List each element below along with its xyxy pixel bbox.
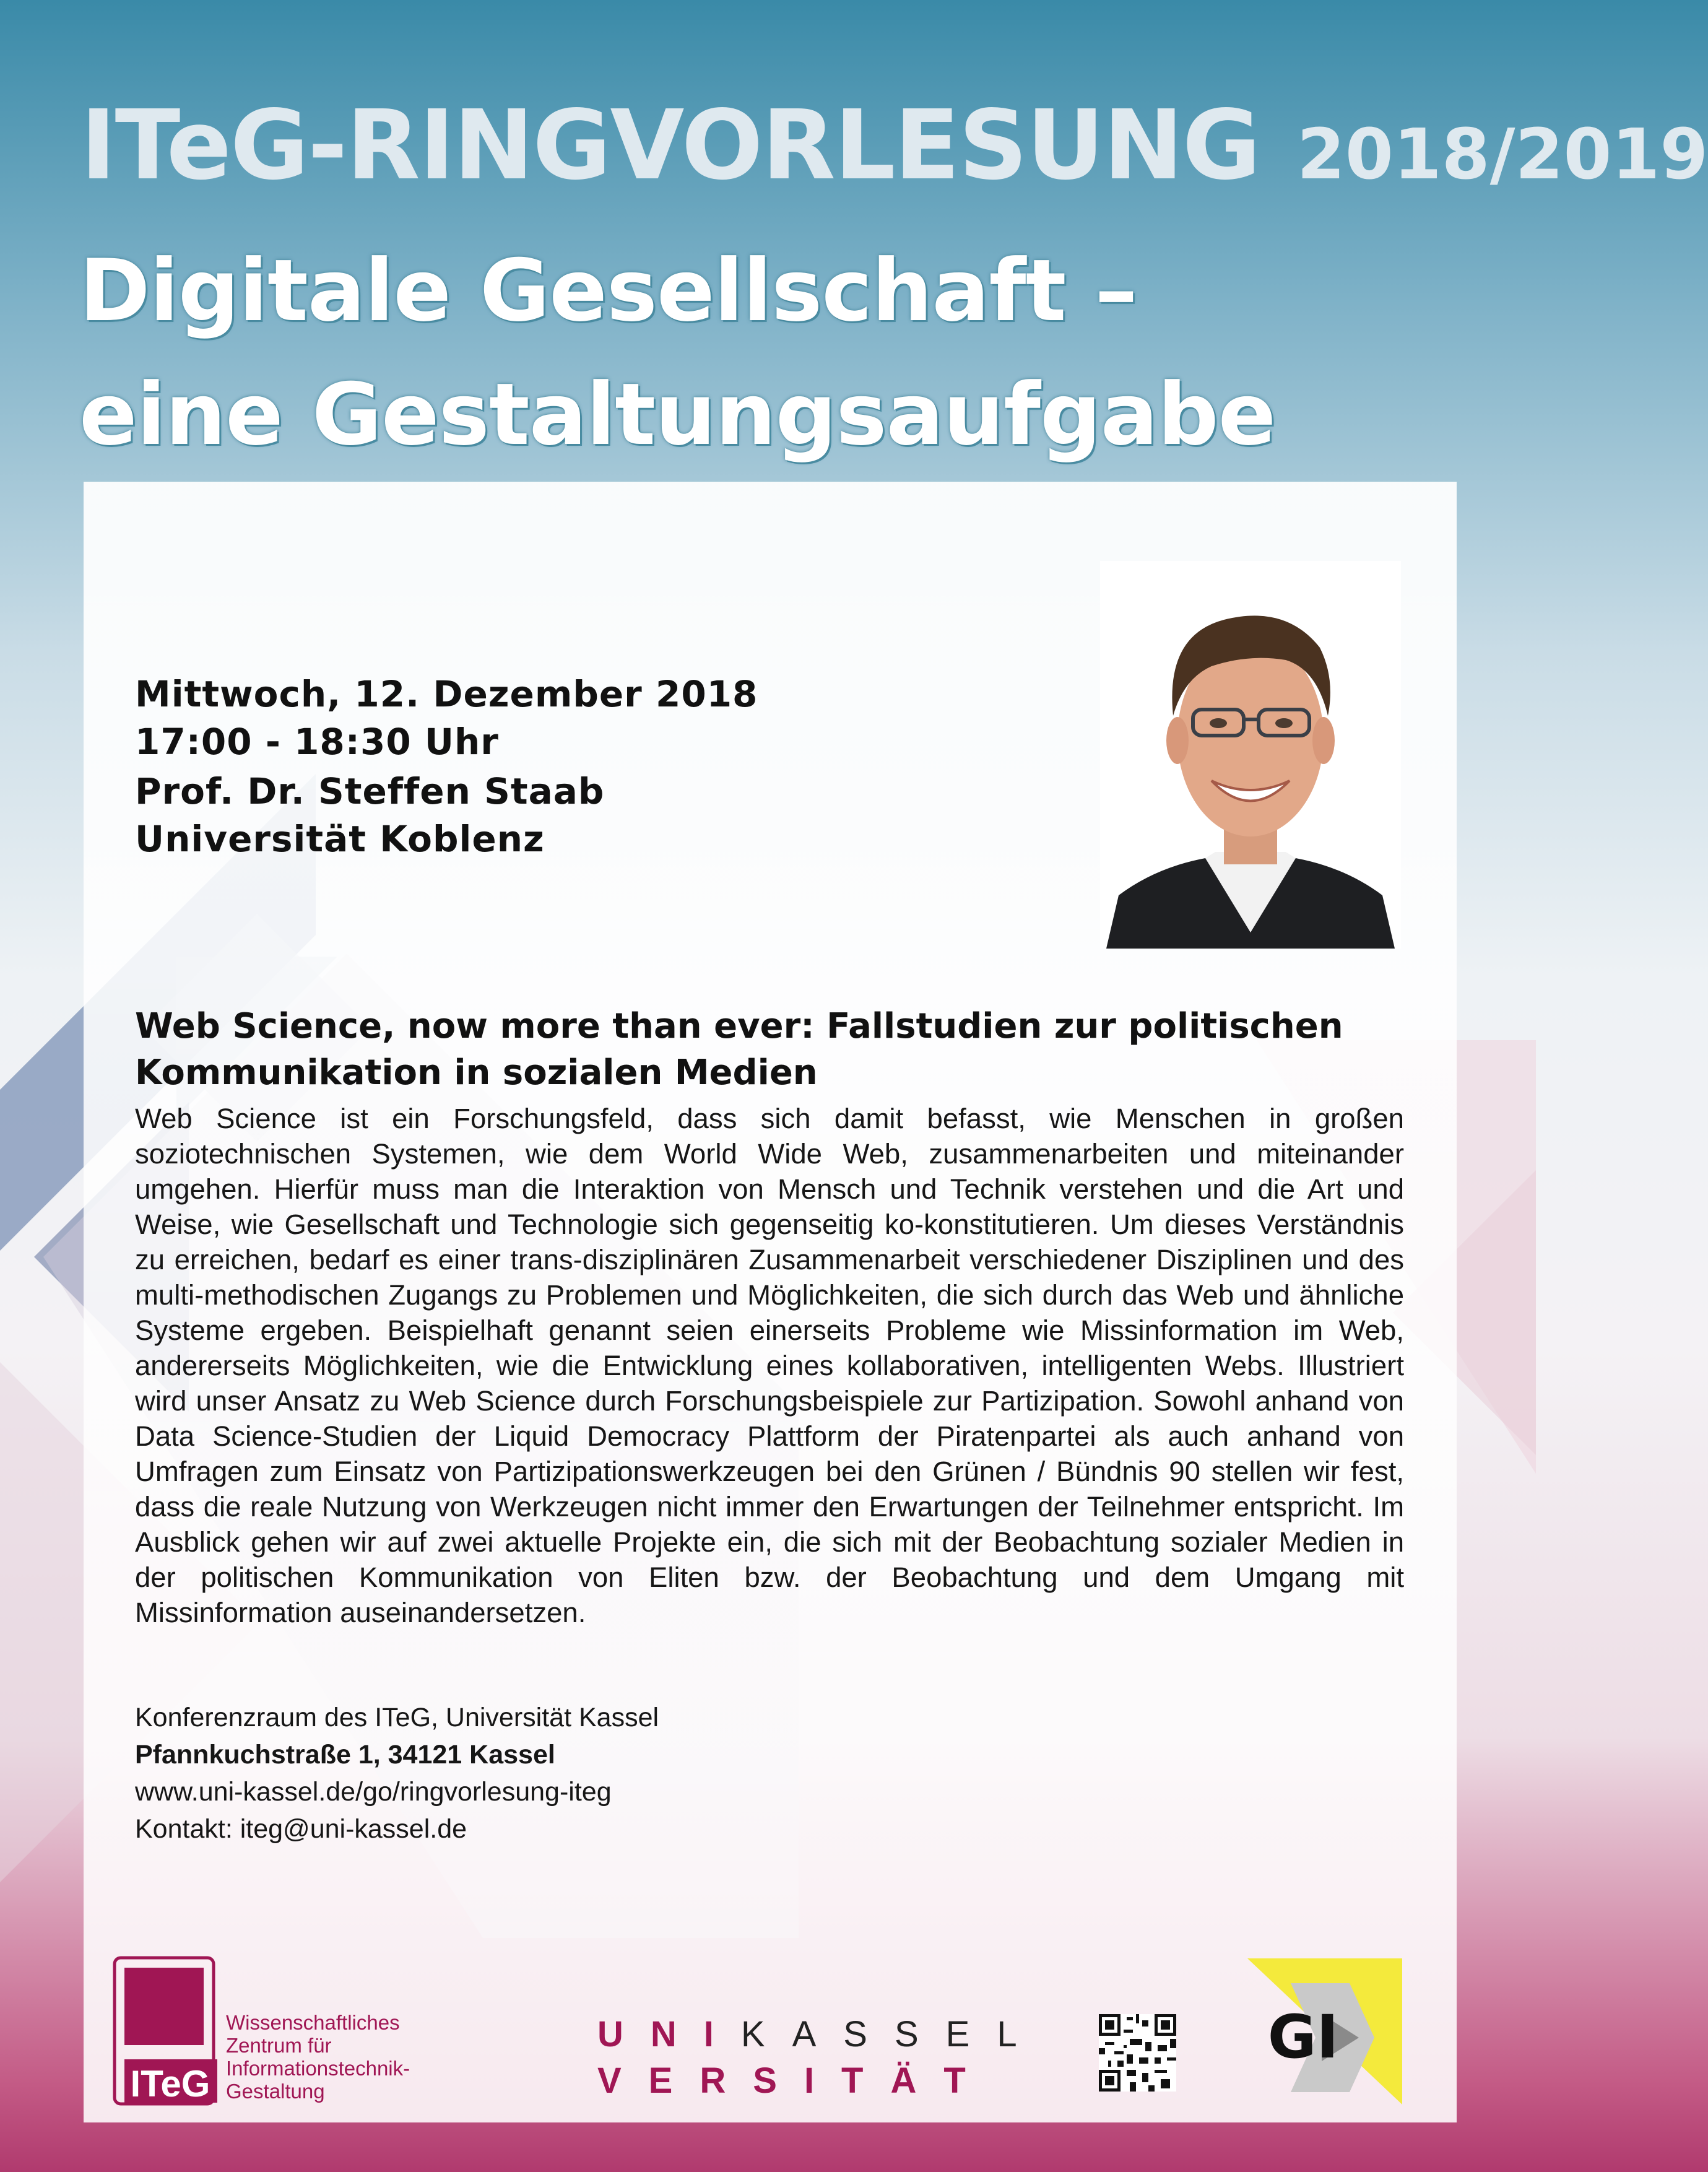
venue-room: Konferenzraum des ITeG, Universität Kassel	[135, 1703, 659, 1732]
speaker-affiliation: Universität Koblenz	[135, 818, 545, 860]
uni-logo-versitaet: VERSITÄT	[597, 2061, 993, 2101]
venue-address: Pfannkuchstraße 1, 34121 Kassel	[135, 1740, 555, 1770]
event-date-time	[135, 671, 1033, 766]
subtitle-line-2: eine Gestaltungsaufgabe	[79, 365, 1276, 464]
header-title-row	[80, 87, 1708, 204]
iteg-caption	[226, 2011, 486, 2103]
iteg-caption-line-3: Informationstechnik-	[226, 2057, 410, 2080]
event-time: 17:00 - 18:30 Uhr	[135, 721, 499, 763]
gi-logo-text: GI	[1267, 2002, 1339, 2072]
venue-contact: Kontakt: iteg@uni-kassel.de	[135, 1814, 467, 1844]
uni-logo-kassel: KASSEL	[740, 2014, 1044, 2054]
iteg-caption-line-4: Gestaltung	[226, 2080, 325, 2103]
venue-info	[135, 1699, 1064, 1848]
speaker-photo	[1100, 561, 1401, 949]
speaker-info	[135, 768, 1033, 863]
talk-title-line-1: Web Science, now more than ever: Fallstudien zur politischen	[135, 1006, 1343, 1046]
gi-logo	[1247, 1958, 1402, 2105]
series-year: 2018/2019	[1296, 115, 1708, 195]
iteg-logo-text: ITeG	[130, 2063, 210, 2105]
event-date: Mittwoch, 12. Dezember 2018	[135, 673, 758, 715]
uni-logo-uni: UNI	[597, 2014, 741, 2054]
content-panel	[84, 482, 1457, 2122]
venue-url-link[interactable]: www.uni-kassel.de/go/ringvorlesung-iteg	[135, 1777, 612, 1807]
talk-title-line-2: Kommunikation in sozialen Medien	[135, 1053, 818, 1093]
qr-code[interactable]	[1099, 2014, 1176, 2092]
iteg-caption-line-2: Zentrum für	[226, 2034, 332, 2057]
talk-title	[135, 1003, 1404, 1096]
iteg-caption-line-1: Wissenschaftliches	[226, 2011, 400, 2034]
series-subtitle	[79, 229, 1472, 477]
talk-abstract: Web Science ist ein Forschungsfeld, dass sich damit befasst, wie Menschen in großen soziotechnischen Systemen, wie dem World Wide Web, zusammenarbeiten und miteinander umgehen. Hierfür muss man die Interaktion von Mensch und Technik verstehen und die Art und Weise, wie Gesellschaft und Technologie sich gegenseitig ko-konstitutieren. Um dieses Verständnis zu erreichen, bedarf es einer trans-disziplinären Zusammenarbeit verschiedener Disziplinen und des multi-methodischen Zugangs zu Problemen und Möglichkeiten, die sich durch das Web und ähnliche Systeme ergeben. Beispielhaft genannt seien einerseits Probleme wie Missinformation im Web, andererseits Möglichkeiten, wie die Entwicklung eines kollaborativen, intelligenten Webs. Illustriert wird unser Ansatz zu Web Science durch Forschungsbeispiele zur Partizipation. Sowohl anhand von Data Science-Studien der Liquid Democracy Plattform der Piratenpartei als auch anhand von Umfragen zum Einsatz von Partizipationswerkzeugen bei den Grünen / Bündnis 90 stellen wir fest, dass die reale Nutzung von Werkzeugen nicht immer den Erwartungen der Teilnehmer entspricht. Im Ausblick gehen wir auf zwei aktuelle Projekte ein, die sich mit der Beobachtung sozialer Medien in der politischen Kommunikation von Eliten bzw. der Beobachtung und dem Umgang mit Missinformation auseinandersetzen.	[135, 1103, 1404, 1628]
subtitle-line-1: Digitale Gesellschaft –	[79, 241, 1137, 341]
series-title: ITeG-RINGVORLESUNG	[80, 89, 1260, 201]
speaker-name: Prof. Dr. Steffen Staab	[135, 770, 605, 812]
uni-kassel-logo	[597, 2011, 1093, 2104]
